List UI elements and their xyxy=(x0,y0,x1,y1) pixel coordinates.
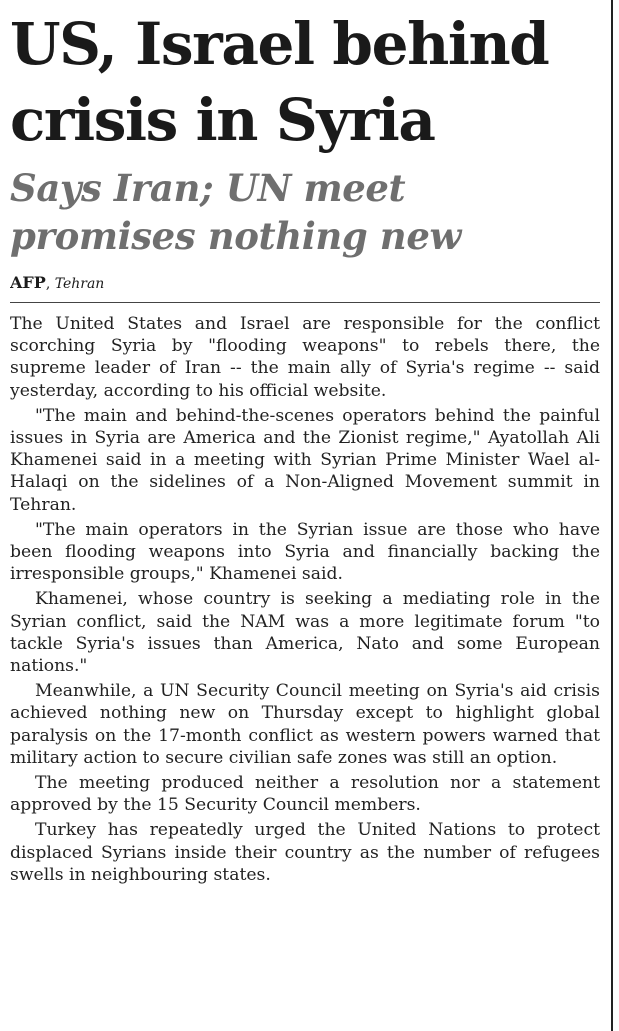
body-paragraph: Khamenei, whose country is seeking a mediating role in the Syrian conflict, said the NAM was a more legitimate forum "to tackle Syria's issues than America, Nato and some European nations." xyxy=(10,589,600,677)
body-paragraph: The United States and Israel are responsible for the conflict scorching Syria by "flooding weapons" to rebels there, the supreme leader of Iran -- the main ally of Syria's regime -- said yesterday, according to his official website. xyxy=(10,314,600,401)
body-paragraph: "The main operators in the Syrian issue are those who have been flooding weapons into Syria and financially backing the irresponsible groups," Khamenei said. xyxy=(10,519,600,585)
byline-location: Tehran xyxy=(54,276,105,292)
body-paragraph: "The main and behind-the-scenes operators behind the painful issues in Syria are America and the Zionist regime," Ayatollah Ali Khamenei said in a meeting with Syrian Prime Minister Wael al-Halaqi on the sidelines of a Non-Aligned Movement summit in Tehran. xyxy=(10,405,600,515)
byline-divider xyxy=(10,302,600,303)
news-article xyxy=(10,6,600,1026)
subheadline: Says Iran; UN meet promises nothing new xyxy=(10,166,461,258)
article-body xyxy=(10,313,600,886)
headline: US, Israel behind crisis in Syria xyxy=(10,10,549,154)
byline xyxy=(10,272,600,294)
column-rule xyxy=(611,0,613,1031)
body-paragraph: Meanwhile, a UN Security Council meeting on Syria's aid crisis achieved nothing new on Thursday except to highlight global paralysis on the 17-month conflict as western powers warned that military action to secure civilian safe zones was still an option. xyxy=(10,681,600,768)
body-paragraph: Turkey has repeatedly urged the United Nations to protect displaced Syrians inside their country as the number of refugees swells in neighbouring states. xyxy=(10,820,600,885)
byline-agency: AFP xyxy=(10,273,46,292)
byline-separator: , xyxy=(45,276,55,292)
body-paragraph: The meeting produced neither a resolution nor a statement approved by the 15 Security Council members. xyxy=(10,773,600,816)
